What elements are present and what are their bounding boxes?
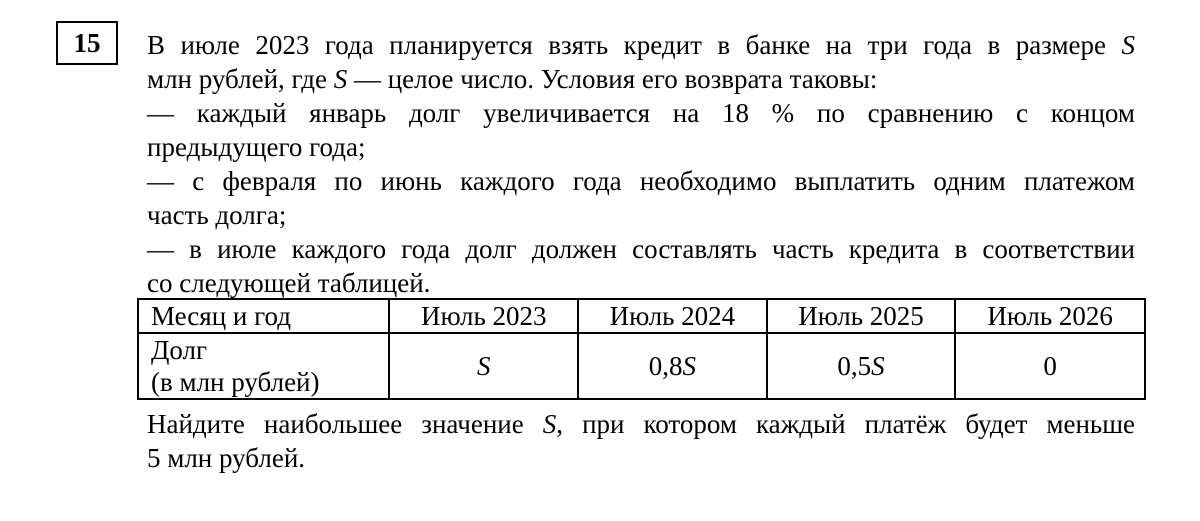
header-cell: Июль 2026 bbox=[955, 299, 1145, 333]
condition-3: — в июле каждого года долг должен составлять часть кредита в соответствии bbox=[147, 234, 1135, 264]
row-label: Долг bbox=[151, 335, 208, 365]
task-number-box: 15 bbox=[56, 21, 118, 65]
header-cell: Месяц и год bbox=[138, 299, 389, 333]
value-cell: 0 bbox=[955, 333, 1145, 399]
header-cell: Июль 2025 bbox=[767, 299, 956, 333]
variable-s: S bbox=[1121, 30, 1135, 60]
problem-line-1-text: В июле 2023 года планируется взять кредит в банке на три года в размере bbox=[147, 30, 1107, 60]
problem-statement bbox=[147, 28, 1135, 300]
question-line-1: Найдите наибольшее значение S, при котором каждый платёж будет меньше bbox=[147, 409, 1136, 439]
row-label-cell bbox=[138, 333, 389, 399]
condition-2: — с февраля по июнь каждого года необходимо выплатить одним платежом bbox=[147, 166, 1135, 196]
question-line-2: 5 млн рублей. bbox=[147, 443, 306, 473]
variable-s: S bbox=[871, 351, 885, 381]
value-cell: 0,5S bbox=[767, 333, 956, 399]
variable-s: S bbox=[477, 351, 491, 381]
problem-line-2-text: млн рублей, где bbox=[147, 64, 327, 94]
table-row bbox=[138, 333, 1145, 399]
value-cell: 0,8S bbox=[578, 333, 767, 399]
problem-line-2 bbox=[147, 62, 1135, 96]
condition-1-cont: предыдущего года; bbox=[147, 132, 366, 162]
variable-s: S bbox=[542, 409, 557, 439]
header-cell: Июль 2023 bbox=[389, 299, 578, 333]
variable-s: S bbox=[333, 64, 348, 94]
debt-table bbox=[137, 298, 1146, 400]
question bbox=[147, 407, 1135, 475]
table-header-row bbox=[138, 299, 1145, 333]
condition-2-cont: часть долга; bbox=[147, 200, 287, 230]
problem-line-2-tail: — целое число. Условия его возврата таковы: bbox=[353, 64, 878, 94]
problem-line-1 bbox=[147, 28, 1135, 62]
header-cell: Июль 2024 bbox=[578, 299, 767, 333]
condition-3-cont: со следующей таблицей. bbox=[147, 268, 431, 298]
condition-1: — каждый январь долг увеличивается на 18 % по сравнению с концом bbox=[147, 98, 1135, 128]
value-cell bbox=[389, 333, 578, 399]
row-label-unit: (в млн рублей) bbox=[151, 367, 320, 397]
variable-s: S bbox=[682, 351, 697, 381]
